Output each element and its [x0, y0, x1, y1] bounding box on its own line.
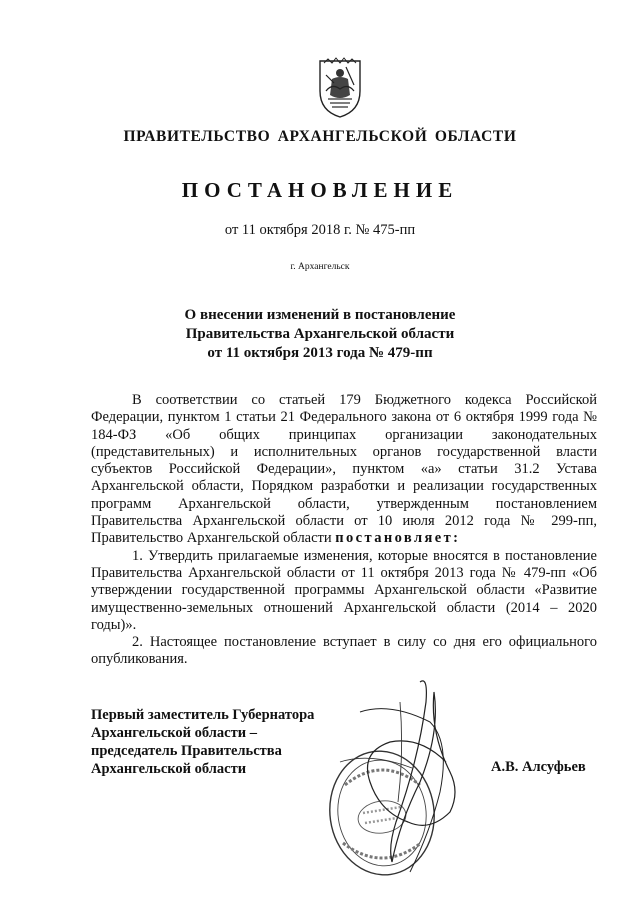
handwritten-signature	[300, 672, 480, 882]
item-2-paragraph	[91, 634, 597, 669]
item-line: опубликования.	[91, 651, 188, 668]
item-line: «Об утверждении государственной программы Архангельской области	[91, 564, 597, 599]
document-type-heading: ПОСТАНОВЛЕНИЕ	[181, 178, 459, 202]
signatory-name: А.В. Алсуфьев	[491, 759, 586, 775]
signatory-title-line: Архангельской области	[91, 761, 247, 777]
item-line: (2014 – 2020 годы)».	[91, 599, 597, 633]
signatory-title	[91, 706, 314, 778]
preamble-line: Архангельской области, Порядком разработки и реализации государственных	[91, 478, 597, 495]
decree-word: постановляет:	[335, 530, 461, 547]
preamble-paragraph	[91, 392, 597, 548]
document-number: от 11 октября 2018 г. № 475-пп	[224, 222, 416, 238]
city-name: г. Архангельск	[290, 262, 350, 272]
preamble-line: программ Архангельской области, утвержденным постановлением	[91, 495, 597, 512]
document-subject	[0, 306, 640, 363]
preamble-line: Федерации, пунктом 1 статьи 21 Федерального закона от 6 октября	[91, 409, 515, 426]
signatory-title-line: Первый заместитель Губернатора	[91, 707, 315, 723]
signatory-title-line: Архангельской области –	[91, 725, 257, 741]
subject-line: Правительства Архангельской области	[185, 326, 455, 342]
item-line: 2. Настоящее постановление вступает в силу со дня его официального	[132, 634, 597, 651]
preamble-line: 1999 года № 184-ФЗ «Об общих принципах организации законодательных	[91, 409, 597, 443]
preamble-line: Правительство Архангельской области	[91, 530, 332, 547]
preamble-line: В соответствии со статьей 179 Бюджетного кодекса Российской	[132, 392, 597, 408]
subject-line: от 11 октября 2013 года № 479-пп	[207, 345, 433, 361]
preamble-line: (представительных) и исполнительных органов государственной власти	[91, 443, 597, 460]
organization-heading: ПРАВИТЕЛЬСТВО АРХАНГЕЛЬСКОЙ ОБЛАСТИ	[123, 128, 517, 145]
item-line: «Развитие имущественно-земельных отношений Архангельской области	[91, 582, 597, 616]
item-line: 1. Утвердить прилагаемые изменения, которые вносятся в постановление	[132, 547, 597, 564]
subject-line: О внесении изменений в постановление	[184, 307, 456, 323]
document-body	[91, 392, 597, 669]
coat-of-arms-emblem	[312, 55, 368, 119]
preamble-line: субъектов Российской Федерации», пунктом «а» статьи 31.2 Устава	[91, 461, 597, 478]
item-1-paragraph	[91, 548, 597, 634]
preamble-line: Правительства Архангельской области от 10 июля 2012 года № 299-пп,	[91, 513, 597, 530]
signatory-title-line: председатель Правительства	[91, 743, 282, 759]
item-line: Правительства Архангельской области от 11 октября 2013 года № 479-пп	[91, 564, 566, 581]
